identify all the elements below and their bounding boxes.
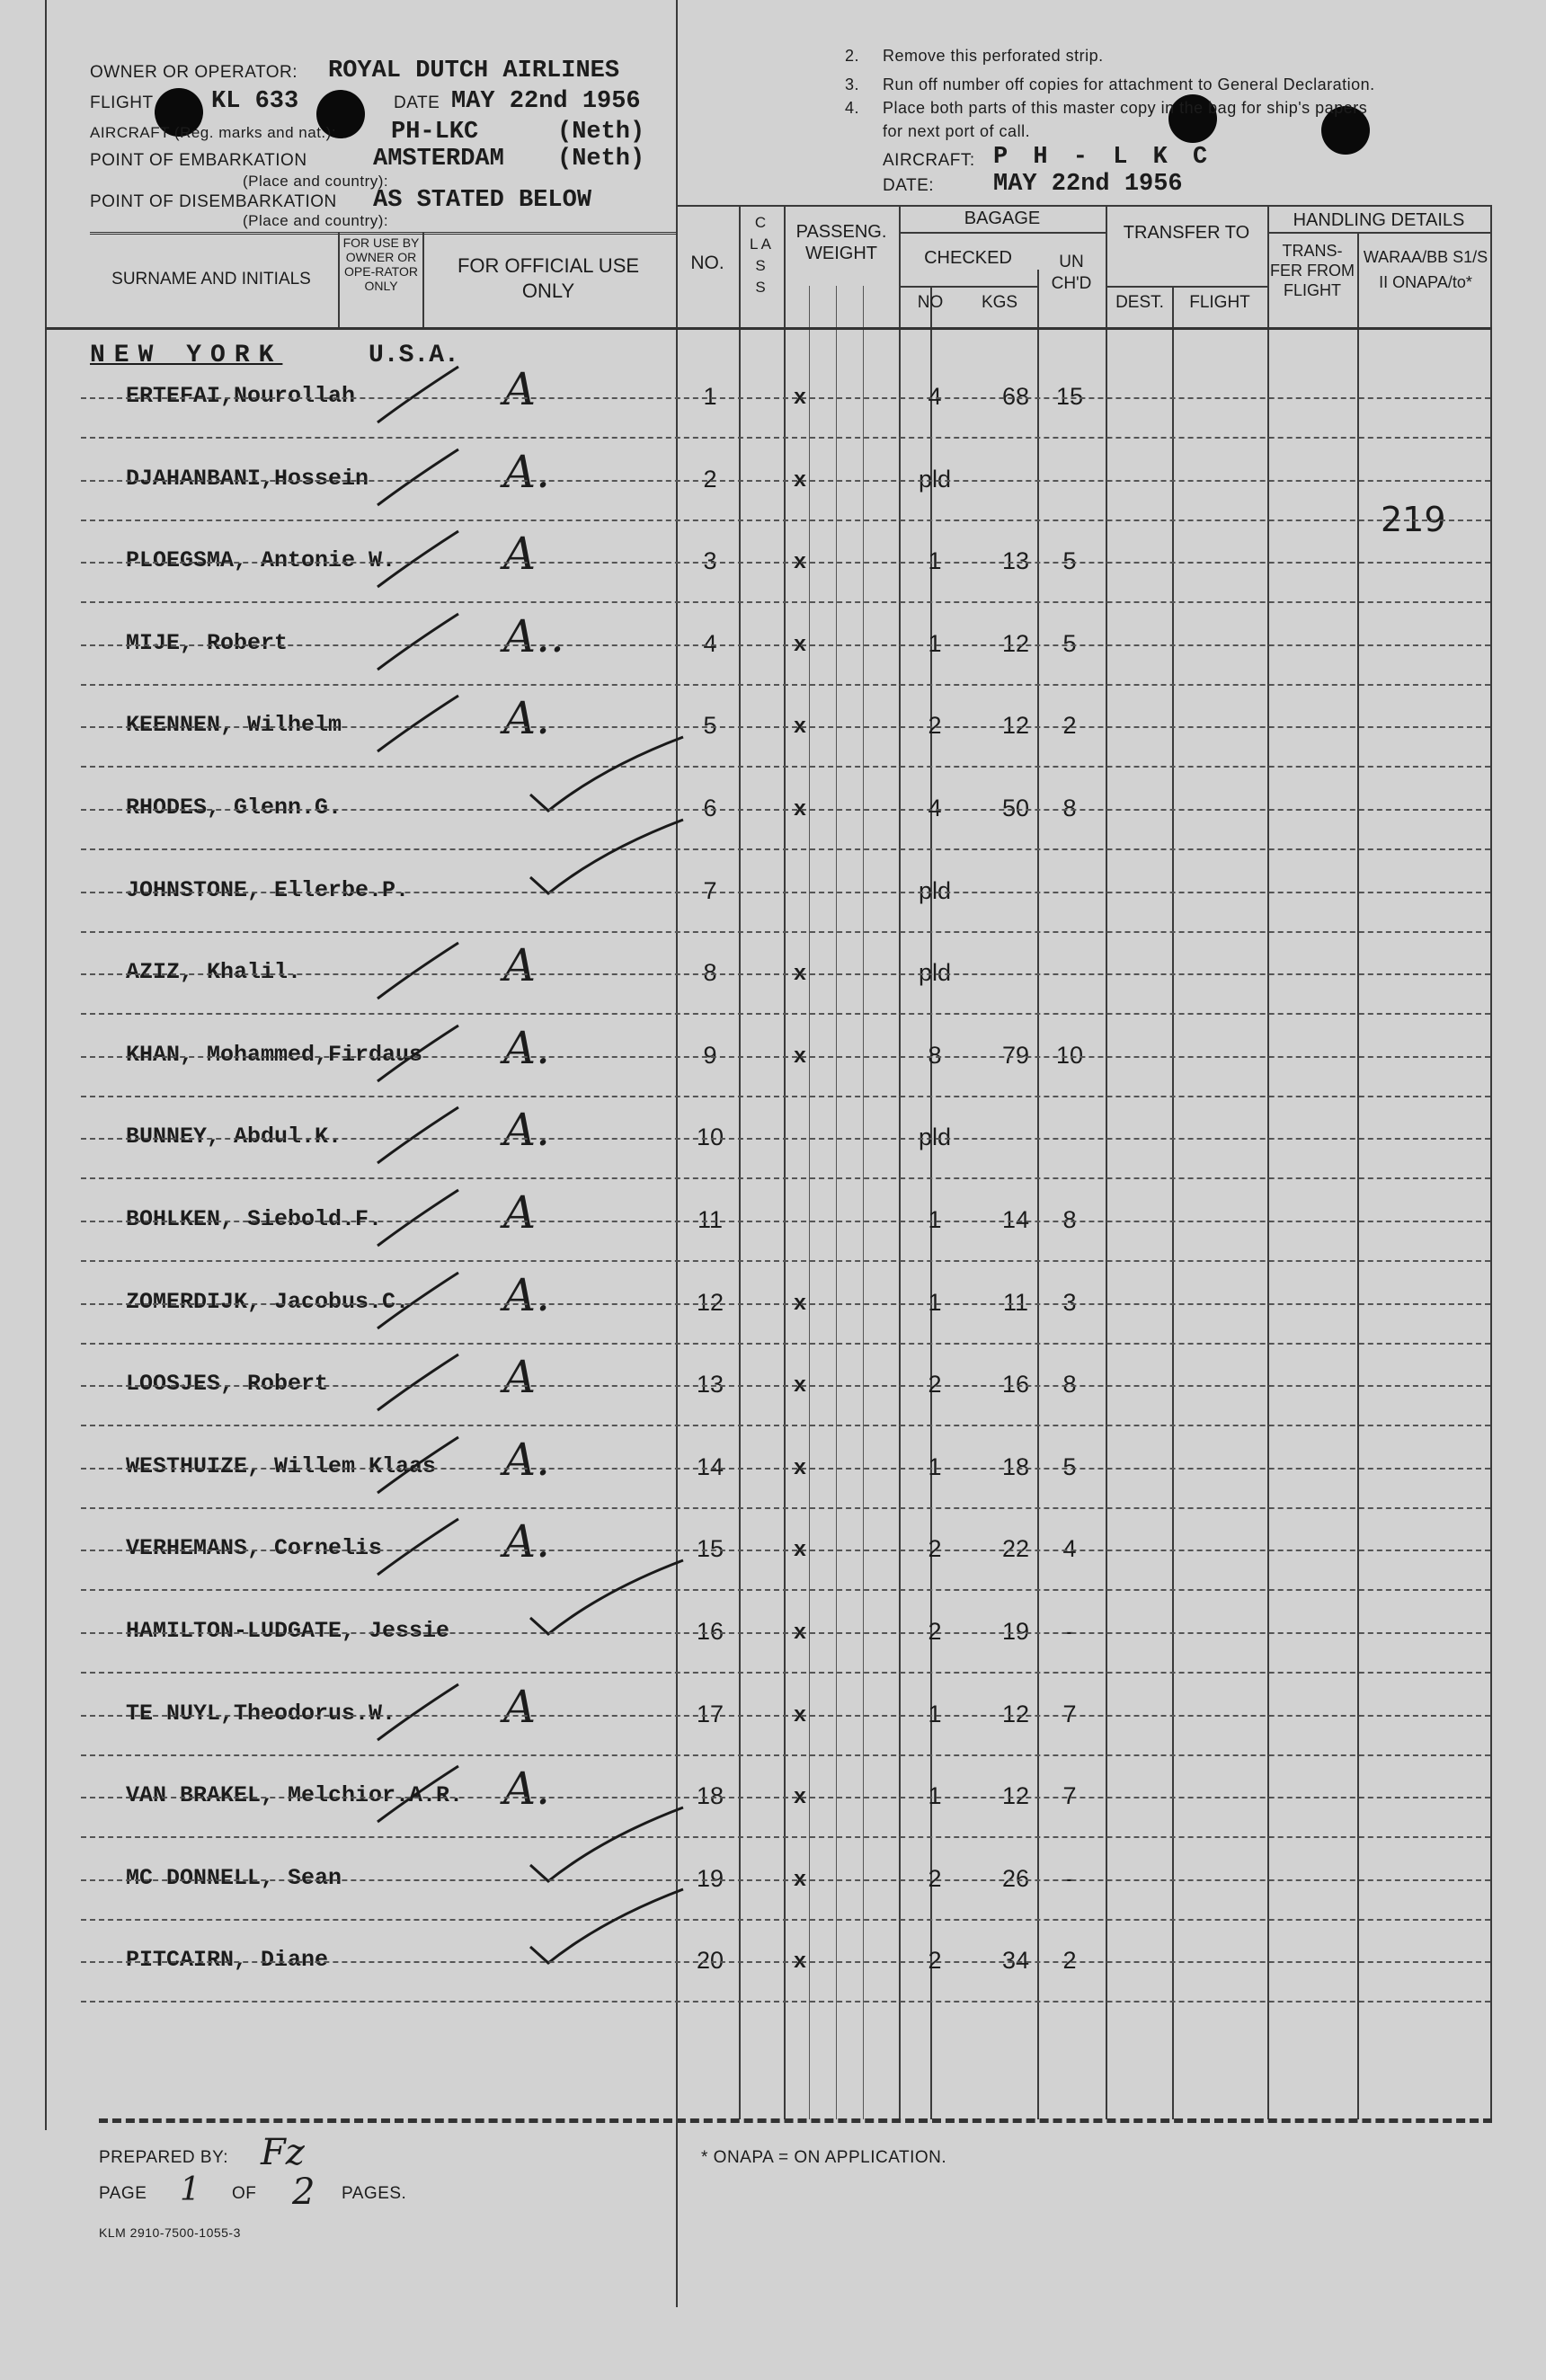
bagage-count: pld xyxy=(918,876,952,904)
passenger-number: 20 xyxy=(696,1947,724,1975)
bagage-kgs: 50 xyxy=(1001,795,1030,821)
bagage-count: 1 xyxy=(928,1700,942,1727)
class-mark: x xyxy=(793,1621,807,1646)
bagage-kgs: 13 xyxy=(1001,547,1030,575)
unchecked-kgs: 8 xyxy=(1062,1206,1077,1233)
header-sub-rule xyxy=(899,232,1106,234)
class-mark: x xyxy=(793,1868,807,1893)
col-bagage: BAGAGE xyxy=(964,209,1041,228)
aircraft-label: AIRCRAFT (Reg. marks and nat.): xyxy=(90,124,337,141)
page-value: 1 xyxy=(180,2171,200,2208)
bagage-count: 2 xyxy=(928,1371,942,1399)
col-line xyxy=(338,232,340,329)
section-city: NEW YORK xyxy=(90,342,283,369)
col-surname: SURNAME AND INITIALS xyxy=(111,270,311,289)
row-separator xyxy=(81,1221,1490,1222)
aircraft-nat: (Neth) xyxy=(557,119,645,146)
check-stroke-icon xyxy=(360,1677,539,1758)
passenger-number: 9 xyxy=(703,1041,717,1069)
instr-4-num: 4. xyxy=(845,99,860,117)
passenger-name: KHAN, Mohammed,Firdaus xyxy=(126,1041,423,1068)
passenger-name: ZOMERDIJK, Jacobus.C. xyxy=(126,1288,410,1315)
date-value: MAY 22nd 1956 xyxy=(451,88,641,115)
bagage-count: 2 xyxy=(928,1947,942,1975)
bagage-count: 1 xyxy=(928,547,942,575)
official-mark: A.. xyxy=(503,609,564,662)
header-rule-left xyxy=(90,232,676,235)
col-checked-no: NO xyxy=(917,293,944,312)
row-separator xyxy=(81,480,1490,482)
check-stroke-icon xyxy=(360,1265,539,1346)
bagage-kgs: 19 xyxy=(1001,1618,1030,1645)
col-flight: FLIGHT xyxy=(1189,293,1250,312)
passenger-number: 14 xyxy=(696,1452,724,1480)
instr-2: Remove this perforated strip. xyxy=(883,47,1104,65)
row-separator xyxy=(81,973,1490,975)
check-stroke-icon xyxy=(360,1100,539,1181)
passenger-number: 11 xyxy=(697,1206,724,1233)
official-mark: A. xyxy=(503,445,551,498)
check-stroke-icon xyxy=(521,1884,701,1965)
unchecked-kgs: 2 xyxy=(1062,1947,1077,1975)
bagage-count: 2 xyxy=(928,1535,942,1563)
row-separator xyxy=(81,397,1490,399)
class-mark: x xyxy=(793,1374,807,1399)
unchecked-kgs: 4 xyxy=(1062,1535,1077,1563)
row-separator xyxy=(81,809,1490,811)
disembark-label: POINT OF DISEMBARKATION xyxy=(90,192,337,211)
passenger-number: 7 xyxy=(703,876,717,904)
passenger-number: 18 xyxy=(696,1782,724,1810)
check-stroke-icon xyxy=(521,1802,701,1883)
instr-4: Place both parts of this master copy in the bag for ship's papers xyxy=(883,99,1368,117)
class-mark: x xyxy=(793,963,807,988)
bagage-kgs: 12 xyxy=(1001,1700,1030,1727)
class-mark: x xyxy=(793,1539,807,1564)
col-handling: HANDLING DETAILS xyxy=(1293,210,1465,230)
check-stroke-icon xyxy=(360,688,539,769)
official-mark: A. xyxy=(503,1763,551,1816)
passenger-number: 5 xyxy=(703,712,717,740)
unchecked-kgs: 8 xyxy=(1062,795,1077,821)
header-bottom-rule xyxy=(45,327,1492,330)
date-label: DATE xyxy=(394,93,440,112)
row-separator xyxy=(81,562,1490,564)
aircraft-value: PH-LKC xyxy=(391,119,479,146)
row-separator xyxy=(81,1961,1490,1963)
col-official-use: FOR OFFICIAL USE ONLY xyxy=(457,254,640,302)
bagage-count: pld xyxy=(918,465,952,493)
bagage-count: 8 xyxy=(928,1041,942,1069)
bagage-kgs: 16 xyxy=(1001,1371,1030,1399)
official-mark: A xyxy=(503,1351,537,1404)
col-unchd: UN CH'D xyxy=(1051,253,1092,293)
embark-sub: (Place and country): xyxy=(243,173,389,190)
check-stroke-icon xyxy=(521,814,701,895)
bagage-kgs: 12 xyxy=(1001,629,1030,657)
handwritten-number: 219 xyxy=(1381,500,1446,539)
passenger-number: 12 xyxy=(696,1288,724,1316)
check-stroke-icon xyxy=(360,1759,539,1840)
instr-3-num: 3. xyxy=(845,75,860,93)
flight-value: KL 633 xyxy=(211,88,299,115)
prepared-value: Fz xyxy=(261,2132,305,2173)
footer-divider xyxy=(676,2118,678,2307)
unchecked-kgs: 2 xyxy=(1062,712,1077,740)
bagage-kgs: 22 xyxy=(1001,1535,1030,1563)
check-stroke-icon xyxy=(360,607,539,688)
unchecked-kgs: 10 xyxy=(1055,1041,1084,1069)
bagage-count: 4 xyxy=(928,795,942,821)
col-class: C L A S S xyxy=(750,214,771,296)
onapa-note: * ONAPA = ON APPLICATION. xyxy=(701,2148,947,2167)
row-separator xyxy=(81,1797,1490,1798)
form-code: KLM 2910-7500-1055-3 xyxy=(99,2225,241,2240)
embark-label: POINT OF EMBARKATION xyxy=(90,151,307,170)
passenger-number: 4 xyxy=(703,629,717,657)
col-passeng-weight: PASSENG. WEIGHT xyxy=(795,222,887,263)
passenger-number: 15 xyxy=(696,1535,724,1563)
bagage-kgs: 79 xyxy=(1001,1041,1030,1069)
row-separator xyxy=(81,1468,1490,1470)
class-mark: x xyxy=(793,386,807,411)
owner-value: ROYAL DUTCH AIRLINES xyxy=(328,58,620,84)
class-mark: x xyxy=(793,633,807,658)
official-mark: A. xyxy=(503,1433,551,1486)
embark-value: AMSTERDAM xyxy=(373,146,504,173)
class-mark: x xyxy=(793,468,807,493)
passenger-name: AZIZ, Khalil. xyxy=(126,959,302,986)
disembark-value: AS STATED BELOW xyxy=(373,187,592,214)
flight-label: FLIGHT xyxy=(90,93,154,112)
class-mark: x xyxy=(793,1950,807,1976)
instr-4b: for next port of call. xyxy=(883,122,1031,140)
check-stroke-icon xyxy=(360,1347,539,1428)
bagage-count: 4 xyxy=(928,383,942,410)
row-separator xyxy=(81,726,1490,728)
instr-aircraft-value: P H - L K C xyxy=(993,144,1213,171)
passenger-name: MIJE, Robert xyxy=(126,629,289,656)
header-sub-rule xyxy=(1106,286,1267,288)
bagage-kgs: 68 xyxy=(1001,383,1030,410)
pages-label: PAGES. xyxy=(342,2184,407,2203)
official-mark: A xyxy=(503,1680,537,1733)
bagage-count: 1 xyxy=(928,1452,942,1480)
bagage-kgs: 18 xyxy=(1001,1452,1030,1480)
passenger-number: 6 xyxy=(703,795,717,821)
class-mark: x xyxy=(793,1786,807,1811)
class-mark: x xyxy=(793,798,807,822)
check-stroke-icon xyxy=(360,360,539,440)
bagage-kgs: 26 xyxy=(1001,1864,1030,1892)
bagage-count: 2 xyxy=(928,712,942,740)
check-stroke-icon xyxy=(360,1512,539,1593)
unchecked-kgs: 5 xyxy=(1062,1452,1077,1480)
official-mark: A. xyxy=(503,1104,551,1157)
check-stroke-icon xyxy=(360,524,539,605)
col-waraa: WARAA/BB S1/S II ONAPA/to* xyxy=(1363,248,1488,291)
row-separator xyxy=(81,1715,1490,1717)
header-rule xyxy=(676,205,1492,207)
check-stroke-icon xyxy=(360,1430,539,1511)
unchecked-kgs: - xyxy=(1065,1864,1074,1892)
col-no: NO. xyxy=(690,253,724,273)
instr-date-label: DATE: xyxy=(883,176,935,195)
passenger-name: TE NUYL,Theodorus.W. xyxy=(126,1700,396,1727)
official-mark: A. xyxy=(503,1021,551,1074)
header-divider xyxy=(676,0,678,207)
passenger-name: MC DONNELL, Sean xyxy=(126,1864,342,1891)
bagage-count: pld xyxy=(918,1123,952,1151)
unchecked-kgs: 7 xyxy=(1062,1782,1077,1810)
class-mark: x xyxy=(793,715,807,741)
owner-label: OWNER OR OPERATOR: xyxy=(90,63,298,82)
passenger-name: BOHLKEN, Siebold.F. xyxy=(126,1206,383,1232)
col-transfer: TRANSFER TO xyxy=(1123,223,1250,243)
class-mark: x xyxy=(793,551,807,576)
unchecked-kgs: 5 xyxy=(1062,629,1077,657)
of-value: 2 xyxy=(292,2171,315,2213)
unchecked-kgs: 15 xyxy=(1055,383,1084,410)
passenger-number: 19 xyxy=(696,1864,724,1892)
row-separator xyxy=(81,892,1490,893)
header-sub-rule xyxy=(1267,232,1490,234)
official-mark: A. xyxy=(503,1268,551,1321)
passenger-name: ERTEFAI,Nourollah xyxy=(126,383,356,409)
col-checked-kgs: KGS xyxy=(981,293,1018,312)
passenger-name: VAN BRAKEL, Melchior.A.R. xyxy=(126,1782,464,1809)
row-separator xyxy=(81,1632,1490,1634)
header-sub-rule xyxy=(899,286,1037,288)
bagage-count: 2 xyxy=(928,1864,942,1892)
official-mark: A. xyxy=(503,1515,551,1568)
official-mark: A. xyxy=(503,692,551,745)
unchecked-kgs: 3 xyxy=(1062,1288,1077,1316)
passenger-number: 1 xyxy=(703,383,717,410)
col-checked: CHECKED xyxy=(924,248,1012,268)
passenger-number: 16 xyxy=(696,1618,724,1645)
passenger-number: 13 xyxy=(696,1371,724,1399)
official-mark: A xyxy=(503,528,537,581)
passenger-name: DJAHANBANI,Hossein xyxy=(126,465,369,492)
passenger-name: LOOSJES, Robert xyxy=(126,1371,329,1398)
official-mark: A xyxy=(503,1186,537,1239)
class-mark: x xyxy=(793,1456,807,1481)
check-stroke-icon xyxy=(360,442,539,523)
footer-rule xyxy=(99,2118,1492,2123)
of-label: OF xyxy=(232,2184,257,2203)
bagage-count: 1 xyxy=(928,1206,942,1233)
bagage-kgs: 14 xyxy=(1001,1206,1030,1233)
col-line xyxy=(422,232,424,329)
col-owner-use: FOR USE BY OWNER OR OPE-RATOR ONLY xyxy=(342,235,420,293)
passenger-name: HAMILTON-LUDGATE, Jessie xyxy=(126,1618,450,1644)
check-stroke-icon xyxy=(360,936,539,1017)
row-separator xyxy=(81,1056,1490,1058)
instr-date-value: MAY 22nd 1956 xyxy=(993,171,1183,198)
check-stroke-icon xyxy=(521,732,701,813)
row-separator xyxy=(81,1879,1490,1881)
bagage-count: 1 xyxy=(928,1782,942,1810)
passenger-number: 8 xyxy=(703,959,717,987)
row-separator xyxy=(81,1385,1490,1387)
official-mark: A xyxy=(503,363,537,415)
bagage-count: pld xyxy=(918,959,952,987)
passenger-name: WESTHUIZE, Willem Klaas xyxy=(126,1452,437,1479)
page-label: PAGE xyxy=(99,2184,147,2203)
check-stroke-icon xyxy=(521,1555,701,1636)
passenger-name: PLOEGSMA, Antonie W. xyxy=(126,547,396,574)
instr-aircraft-label: AIRCRAFT: xyxy=(883,151,975,170)
unchecked-kgs: 5 xyxy=(1062,547,1077,575)
class-mark: x xyxy=(793,1044,807,1070)
col-transfer-from: TRANS-FER FROM FLIGHT xyxy=(1270,242,1355,299)
passenger-number: 17 xyxy=(696,1700,724,1727)
bagage-kgs: 12 xyxy=(1001,712,1030,740)
passenger-name: VERHEMANS, Cornelis xyxy=(126,1535,383,1562)
official-mark: A xyxy=(503,939,537,992)
passenger-number: 2 xyxy=(703,465,717,493)
row-separator xyxy=(81,644,1490,646)
bagage-kgs: 34 xyxy=(1001,1947,1030,1975)
instr-3: Run off number off copies for attachment to General Declaration. xyxy=(883,75,1375,93)
unchecked-kgs: - xyxy=(1065,1618,1074,1645)
row-separator xyxy=(81,2001,1490,2003)
passenger-name: KEENNEN, Wilhelm xyxy=(126,712,342,739)
check-stroke-icon xyxy=(360,1183,539,1264)
bagage-kgs: 11 xyxy=(1002,1288,1029,1316)
bagage-kgs: 12 xyxy=(1001,1782,1030,1810)
row-separator xyxy=(81,1138,1490,1140)
bagage-count: 1 xyxy=(928,1288,942,1316)
passenger-number: 10 xyxy=(696,1123,724,1151)
row-separator xyxy=(81,1303,1490,1305)
unchecked-kgs: 8 xyxy=(1062,1371,1077,1399)
disembark-sub: (Place and country): xyxy=(243,212,389,229)
passenger-name: BUNNEY, Abdul.K. xyxy=(126,1123,342,1150)
instr-2-num: 2. xyxy=(845,47,860,65)
section-country: U.S.A. xyxy=(369,342,459,369)
check-stroke-icon xyxy=(360,1018,539,1099)
prepared-label: PREPARED BY: xyxy=(99,2148,228,2167)
row-separator xyxy=(81,1550,1490,1551)
class-mark: x xyxy=(793,1703,807,1728)
passenger-name: PITCAIRN, Diane xyxy=(126,1947,329,1974)
passenger-name: RHODES, Glenn.G. xyxy=(126,795,342,821)
embark-nat: (Neth) xyxy=(557,146,645,173)
passenger-number: 3 xyxy=(703,547,717,575)
bagage-count: 2 xyxy=(928,1618,942,1645)
passenger-name: JOHNSTONE, Ellerbe.P. xyxy=(126,876,410,903)
bagage-count: 1 xyxy=(928,629,942,657)
col-dest: DEST. xyxy=(1115,293,1164,312)
unchecked-kgs: 7 xyxy=(1062,1700,1077,1727)
class-mark: x xyxy=(793,1292,807,1317)
